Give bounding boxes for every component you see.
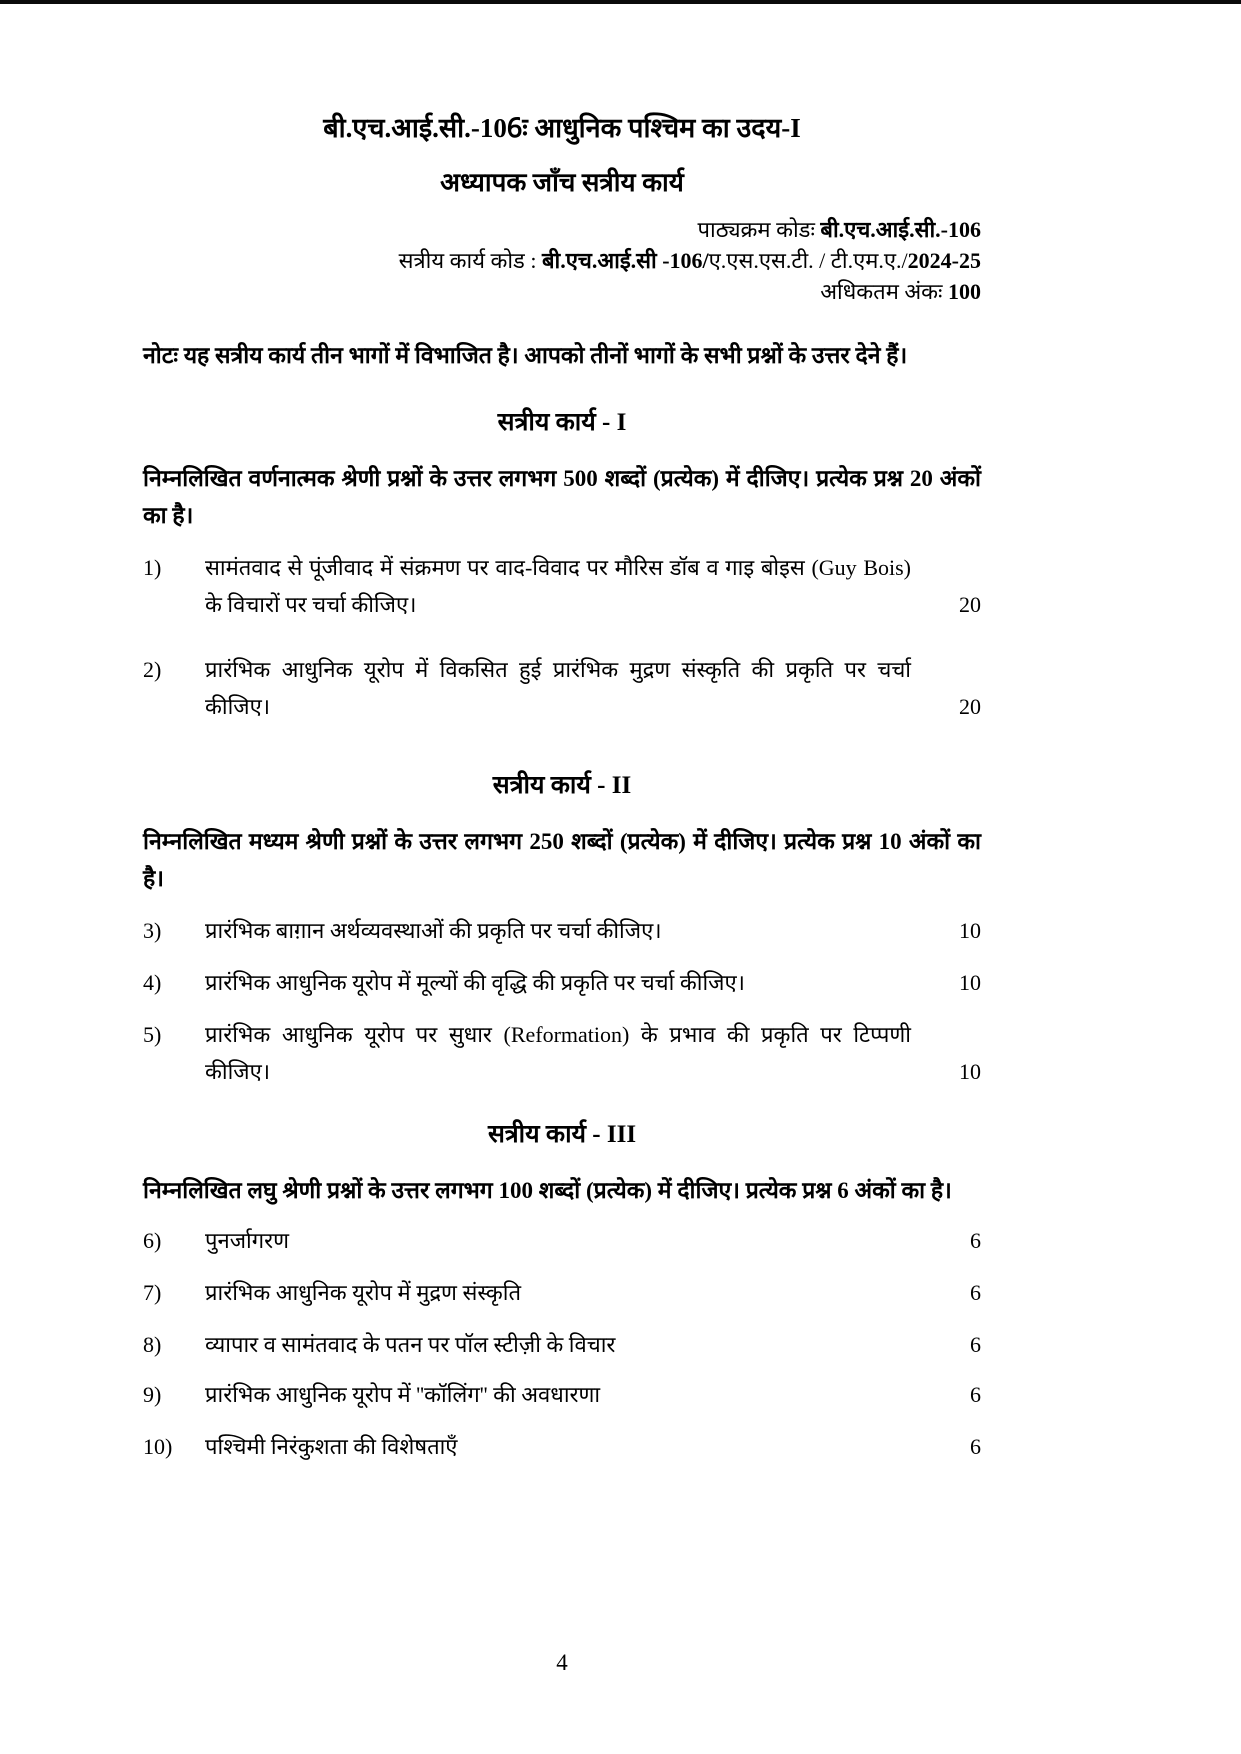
assignment-code-part1: बी.एच.आई.सी -106/ — [541, 248, 709, 273]
question-text: सामंतवाद से पूंजीवाद में संक्रमण पर वाद-विवाद पर मौरिस डॉब व गाइ बोइस (Guy Bois) के विचारों पर चर्चा कीजिए। — [205, 555, 911, 617]
code-block — [143, 214, 981, 307]
section-3-heading: सत्रीय कार्य - III — [487, 1121, 637, 1148]
section-2-instructions: निम्नलिखित मध्यम श्रेणी प्रश्नों के उत्तर लगभग 250 शब्दों (प्रत्येक) में दीजिए। प्रत्येक प्रश्न 10 अंकों का है। — [143, 829, 981, 891]
course-code-label: पाठ्यक्रम कोडः — [697, 217, 821, 242]
question-row — [143, 1016, 981, 1090]
question-number: 5) — [143, 1022, 162, 1047]
question-number: 1) — [143, 555, 162, 580]
assignment-code-part3: 2024-25 — [907, 248, 981, 273]
question-marks: 6 — [970, 1382, 981, 1407]
max-marks-line — [143, 276, 981, 307]
question-row — [143, 1428, 981, 1465]
assignment-code-part2: ए.एस.एस.टी. / टी.एम.ए./ — [708, 248, 908, 273]
question-marks: 10 — [959, 918, 981, 943]
question-marks: 6 — [970, 1332, 981, 1357]
question-row — [143, 1326, 981, 1363]
question-marks: 20 — [959, 592, 981, 617]
question-text: प्रारंभिक बाग़ान अर्थव्यवस्थाओं की प्रकृति पर चर्चा कीजिए। — [205, 918, 662, 943]
question-row — [143, 651, 981, 725]
question-text: प्रारंभिक आधुनिक यूरोप पर सुधार (Reformation) के प्रभाव की प्रकृति पर टिप्पणी कीजिए। — [205, 1022, 911, 1084]
page-number: 4 — [556, 1650, 568, 1675]
question-row — [143, 1274, 981, 1311]
max-marks-label: अधिकतम अंकः — [820, 279, 948, 304]
question-text: व्यापार व सामंतवाद के पतन पर पॉल स्टीज़ी के विचार — [205, 1332, 616, 1357]
question-text: प्रारंभिक आधुनिक यूरोप में ''कॉलिंग'' की अवधारणा — [205, 1382, 601, 1407]
question-row — [143, 1222, 981, 1259]
note-text: नोटः यह सत्रीय कार्य तीन भागों में विभाजित है। आपको तीनों भागों के सभी प्रश्नों के उत्तर देने हैं। — [143, 343, 908, 368]
course-title: बी.एच.आई.सी.-106ः आधुनिक पश्चिम का उदय-I — [323, 113, 801, 143]
question-number: 6) — [143, 1228, 162, 1253]
question-number: 3) — [143, 918, 162, 943]
question-number: 4) — [143, 970, 162, 995]
question-marks: 6 — [970, 1280, 981, 1305]
question-marks: 20 — [959, 694, 981, 719]
course-code-line — [143, 214, 981, 245]
question-row — [143, 1376, 981, 1413]
question-row — [143, 912, 981, 949]
question-number: 8) — [143, 1332, 162, 1357]
question-marks: 6 — [970, 1434, 981, 1459]
course-code-value: बी.एच.आई.सी.-106 — [820, 217, 981, 242]
page-content — [143, 0, 981, 1465]
question-text: प्रारंभिक आधुनिक यूरोप में विकसित हुई प्रारंभिक मुद्रण संस्कृति की प्रकृति पर चर्चा कीजिए। — [205, 657, 911, 719]
assignment-code-label: सत्रीय कार्य कोड : — [398, 248, 542, 273]
question-text: प्रारंभिक आधुनिक यूरोप में मूल्यों की वृद्धि की प्रकृति पर चर्चा कीजिए। — [205, 970, 745, 995]
question-marks: 6 — [970, 1228, 981, 1253]
question-marks: 10 — [959, 1059, 981, 1084]
question-marks: 10 — [959, 970, 981, 995]
question-row — [143, 964, 981, 1001]
question-row — [143, 549, 981, 623]
section-3-instructions: निम्नलिखित लघु श्रेणी प्रश्नों के उत्तर लगभग 100 शब्दों (प्रत्येक) में दीजिए। प्रत्येक प्रश्न 6 अंकों का है। — [143, 1178, 952, 1203]
assignment-code-line — [143, 245, 981, 276]
question-text: पश्चिमी निरंकुशता की विशेषताएँ — [205, 1434, 458, 1459]
question-number: 9) — [143, 1382, 162, 1407]
question-number: 10) — [143, 1434, 173, 1459]
question-number: 7) — [143, 1280, 162, 1305]
assignment-type-title: अध्यापक जाँच सत्रीय कार्य — [440, 168, 684, 197]
question-number: 2) — [143, 657, 162, 682]
section-1-heading: सत्रीय कार्य - I — [497, 409, 627, 436]
section-2-heading: सत्रीय कार्य - II — [492, 772, 632, 799]
question-text: पुनर्जागरण — [205, 1228, 290, 1253]
section-1-instructions: निम्नलिखित वर्णनात्मक श्रेणी प्रश्नों के उत्तर लगभग 500 शब्दों (प्रत्येक) में दीजिए। प्रत्येक प्रश्न 20 अंकों का है। — [143, 466, 981, 528]
question-text: प्रारंभिक आधुनिक यूरोप में मुद्रण संस्कृति — [205, 1280, 522, 1305]
max-marks-value: 100 — [948, 279, 981, 304]
